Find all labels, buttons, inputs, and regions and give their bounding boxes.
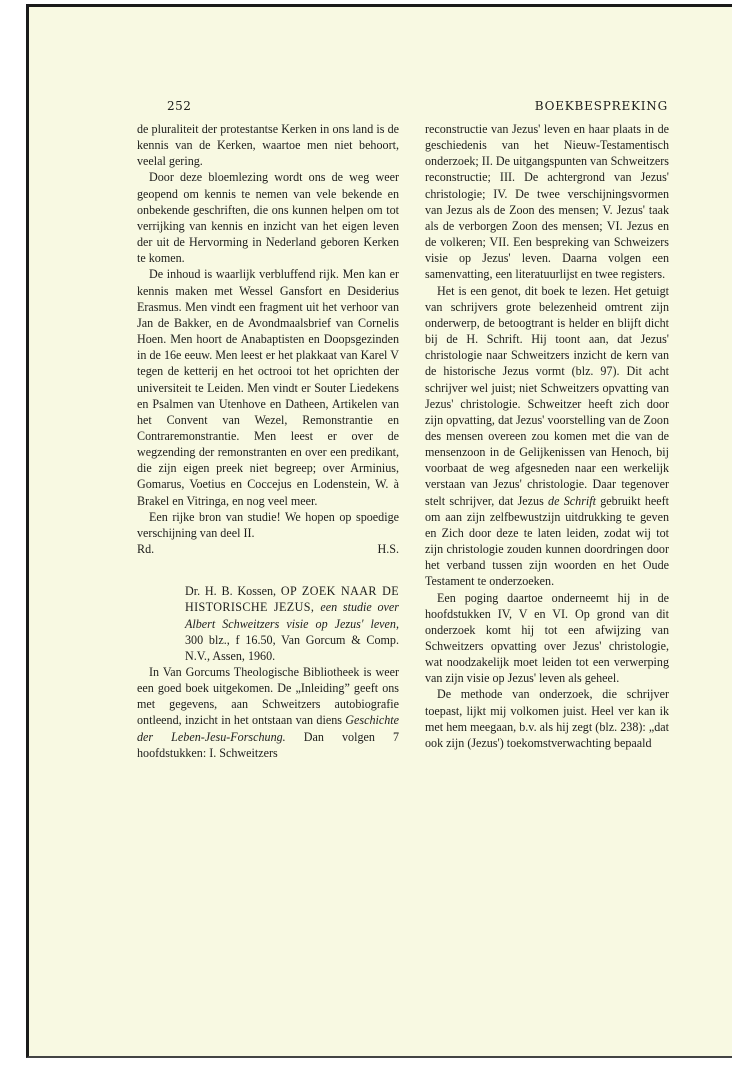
review-title: OP ZOEK NAAR DE HISTORISCHE JEZUS,	[185, 584, 399, 615]
paragraph: Een poging daartoe onderneemt hij in de hoofdstukken IV, V en VI. Op grond van dit onderzoek komt hij tot een afwijzing van Schweitzers opvatting over Jezus' christologie, wat noodzakelijk moet leiden tot een verwerping van zijn visie op Jezus' leven als geheel.	[425, 590, 669, 686]
review-signoff	[137, 541, 399, 557]
paragraph: Door deze bloemlezing wordt ons de weg weer geopend om kennis te nemen van vele bekende en onbekende geschriften, die ons kunnen helpen om tot verrijking van kennis en inzicht van het eigen leven der uit de Hervorming in Nederland geboren Kerken te komen.	[137, 170, 399, 266]
paragraph-text: Het is een genot, dit boek te lezen. Het getuigt van schrijvers grote belezenheid omtrent zijn onderwerp, de betoogtrant is helder en blijft dicht bij de H. Schrift. Hij toont aan, dat Jezus' christologie naar Schweitzers inzicht de kern van de historische Jezus vormt (blz. 97). Dit acht schrijver wel juist; niet Schweitzers opvatting van Jezus' christologie. Schweitzer heeft zich door zijn opvatting, dat Jezus' voorstelling van de Zoon des mensen overeen zou komen met die van de mensenzoon in de Gelijkenissen van Henoch, bij voorbaat de weg afgesneden naar een werkelijk verstaan van Jezus' christologie. Daar tegenover stelt schrijver, dat Jezus	[425, 283, 669, 508]
emphasis: de Schrift	[548, 493, 596, 508]
book-title: Geschichte der Leben-Jesu-Forschung.	[137, 713, 399, 744]
left-column	[137, 121, 399, 761]
book-review-heading	[185, 583, 399, 664]
page-number: 252	[167, 99, 192, 113]
paragraph-text: In Van Gorcums Theologische Bibliotheek is weer een goed boek uitgekomen. De „Inleiding” geeft ons met gegevens, aan Schweitzers autobiografie ontleend, inzicht in het ontstaan van diens	[137, 665, 399, 728]
paragraph-text: gebruikt heeft om aan zijn zelfbewustzijn uitdrukking te geven en Zich door deze te laten leiden, zodat wij tot zijn christologie zouden kunnen doordringen door het verband tussen zijn woorden en het Oude Testament te onderzoeken.	[425, 493, 669, 589]
paragraph	[137, 664, 399, 761]
paragraph	[425, 283, 669, 590]
review-subtitle: een studie over Albert Schweitzers visie op Jezus' leven,	[185, 600, 399, 631]
paragraph: De inhoud is waarlijk verbluffend rijk. Men kan er kennis maken met Wessel Gansfort en Desiderius Erasmus. Men vindt een fragment uit het verhoor van Jan de Bakker, en de Avondmaalsbrief van Cornelis Hoen. Men hoort de Anabaptisten en Doopsgezinden in de 16e eeuw. Men leest er het plakkaat van Karel V tegen de ketterij en het octrooi tot het oprichten der universiteit te Leiden. Men vindt er Souter Liedekens en Psalmen van Utenhove en Datheen, Artikelen van het Convent van Wezel, Remonstrantie en Contraremonstrantie. Men leest er over de wegzending der remonstranten en over een predikant, die zijn eigen preek niet begreep; over Arminius, Gomarus, Voetius en Coccejus en Lodenstein, W. à Brakel en Vitringa, en nog veel meer.	[137, 267, 399, 508]
paragraph: reconstructie van Jezus' leven en haar plaats in de geschiedenis van het Nieuw-Testamentisch onderzoek; II. De uitgangspunten van Schweitzers reconstructie; III. De achtergrond van Jezus' christologie; IV. De twee verschijningsvormen van Jezus als de Zoon des mensen; V. Jezus' taak als de verborgen Zoon des mensen; VI. Jezus en de volkeren; VII. Een bespreking van Schweizers visie op Jezus' leven. Daarna volgen een samenvatting, een literatuurlijst en twee registers.	[425, 122, 669, 282]
running-head: BOEKBESPREKING	[534, 99, 668, 113]
review-author: Dr. H. B. Kossen,	[185, 584, 281, 599]
signoff-left: Rd.	[137, 542, 155, 557]
paragraph: de pluraliteit der protestantse Kerken in ons land is de kennis van de Kerken, waartoe men niet behoort, veelal gering.	[137, 122, 399, 169]
paragraph: De methode van onderzoek, die schrijver toepast, lijkt mij volkomen juist. Heel ver kan ik met hem meegaan, b.v. als hij zegt (blz. 238): „dat ook zijn (Jezus') toekomstverwachting bepaald	[425, 687, 669, 750]
signoff-right: H.S.	[377, 542, 399, 557]
paragraph-text: Dan volgen 7 hoofdstukken: I. Schweitzers	[137, 729, 400, 760]
review-details: 300 blz., f 16.50, Van Gorcum & Comp. N.V., Assen, 1960.	[185, 632, 399, 663]
paragraph: Een rijke bron van studie! We hopen op spoedige verschijning van deel II.	[137, 509, 399, 540]
right-column	[425, 121, 669, 751]
